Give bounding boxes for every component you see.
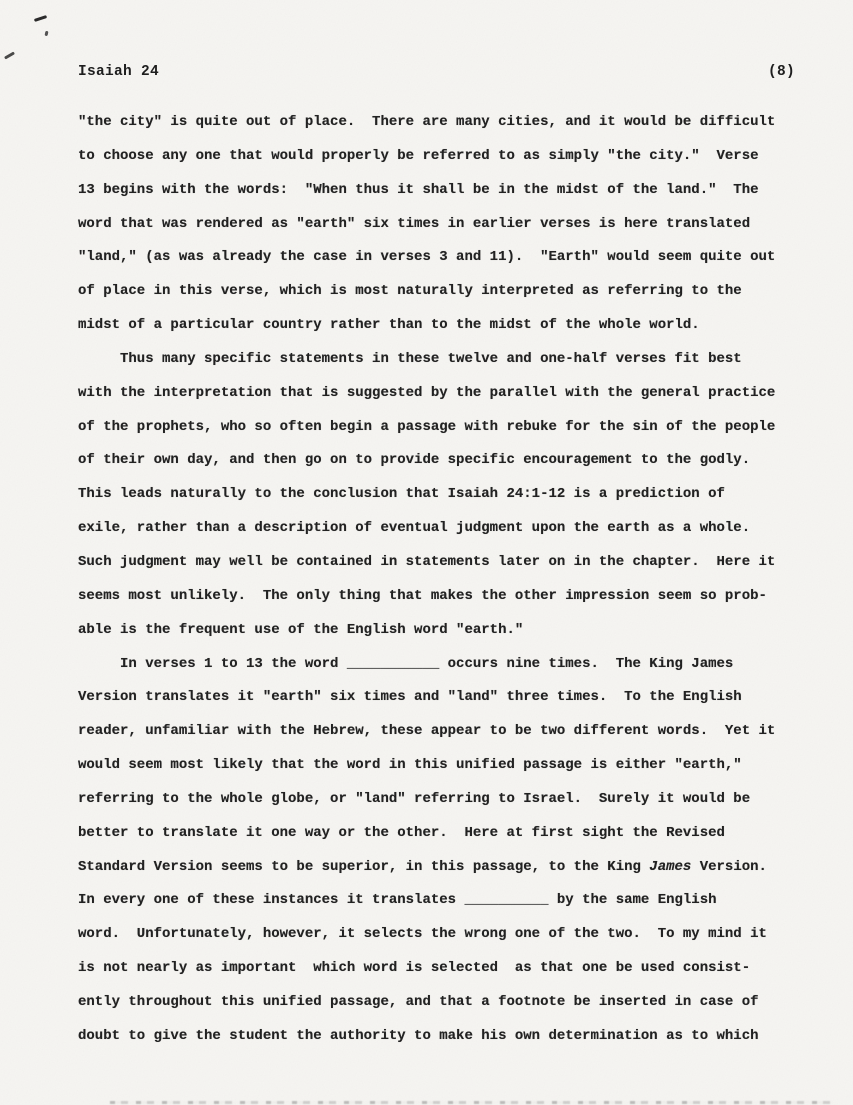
text-line: of the prophets, who so often begin a passage with rebuke for the sin of the people — [78, 418, 776, 435]
text-line: exile, rather than a description of eventual judgment upon the earth as a whole. — [78, 520, 751, 537]
pen-mark — [4, 51, 15, 59]
pen-mark — [45, 31, 49, 37]
text-line: midst of a particular country rather than to the midst of the whole world. — [78, 317, 700, 334]
text-line: doubt to give the student the authority to make his own determination as to which — [78, 1027, 759, 1044]
text-line: word. Unfortunately, however, it selects the wrong one of the two. To my mind it — [78, 926, 767, 943]
page-number: (8) — [767, 64, 795, 80]
pen-mark — [34, 15, 47, 22]
text-line: to choose any one that would properly be referred to as simply "the city." Verse — [78, 147, 759, 164]
text-line: seems most unlikely. The only thing that makes the other impression seem so prob- — [78, 587, 767, 604]
text-line: 13 begins with the words: "When thus it shall be in the midst of the land." The — [78, 181, 759, 198]
italic-text-segment: James — [649, 858, 692, 875]
text-line: ently throughout this unified passage, and that a footnote be inserted in case of — [78, 993, 759, 1010]
text-line: referring to the whole globe, or "land" referring to Israel. Surely it would be — [78, 790, 751, 807]
text-line: better to translate it one way or the other. Here at first sight the Revised — [78, 824, 725, 841]
page-header — [78, 64, 795, 80]
scan-edge-artifact — [110, 1101, 833, 1104]
page-title: Isaiah 24 — [78, 64, 160, 80]
text-line: This leads naturally to the conclusion that Isaiah 24:1-12 is a prediction of — [78, 486, 725, 503]
text-line — [78, 851, 808, 885]
text-line: Such judgment may well be contained in statements later on in the chapter. Here it — [78, 553, 776, 570]
text-line: of their own day, and then go on to provide specific encouragement to the godly. — [78, 452, 751, 469]
text-line: of place in this verse, which is most naturally interpreted as referring to the — [78, 283, 742, 300]
text-line: "the city" is quite out of place. There are many cities, and it would be difficult — [78, 114, 776, 130]
document-body — [78, 106, 808, 1054]
text-line: able is the frequent use of the English word "earth." — [78, 621, 524, 638]
text-line: would seem most likely that the word in this unified passage is either "earth," — [78, 757, 742, 774]
text-line: "land," (as was already the case in verses 3 and 11). "Earth" would seem quite out — [78, 249, 776, 266]
text-line: Version translates it "earth" six times and "land" three times. To the English — [78, 689, 742, 706]
text-line: reader, unfamiliar with the Hebrew, these appear to be two different words. Yet it — [78, 723, 776, 740]
text-line: word that was rendered as "earth" six times in earlier verses is here translated — [78, 215, 751, 232]
text-segment: Version. — [691, 858, 767, 875]
text-line: with the interpretation that is suggested by the parallel with the general practice — [78, 384, 776, 401]
text-line: Thus many specific statements in these twelve and one-half verses fit best — [78, 350, 742, 367]
text-line: In verses 1 to 13 the word ___________ occurs nine times. The King James — [78, 655, 734, 672]
text-line: In every one of these instances it translates __________ by the same English — [78, 892, 717, 909]
text-line: is not nearly as important which word is selected as that one be used consist- — [78, 960, 751, 977]
text-segment: Standard Version seems to be superior, in this passage, to the King — [78, 858, 650, 875]
